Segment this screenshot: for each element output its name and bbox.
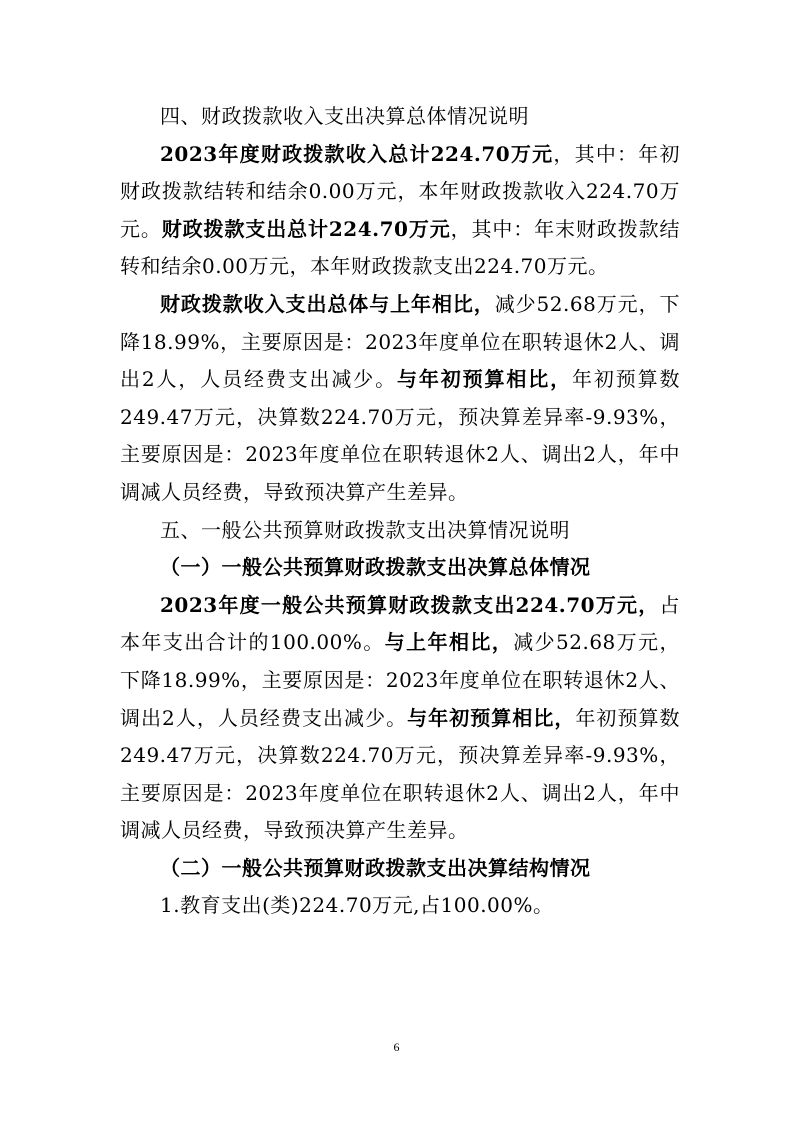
section-4-paragraph-1 [120, 136, 680, 286]
bold-text: 2023年度一般公共预算财政拨款支出224.70万元， [160, 592, 660, 617]
document-body [120, 98, 680, 925]
body-text: 占本年支出合计的100.00%。 [120, 592, 680, 655]
page-number: 6 [393, 1040, 400, 1054]
section-5-paragraph-1 [120, 587, 680, 850]
body-text: 减少52.68万元，下降18.99%，主要原因是：2023年度单位在职转退休2人、调出2人，人员经费支出减少。 [120, 630, 681, 730]
body-text: ，其中：年初财政拨款结转和结余0.00万元，本年财政拨款收入224.70万元。 [120, 141, 681, 241]
section-5-list-item-1: 1.教育支出(类)224.70万元,占100.00%。 [160, 893, 554, 918]
section-5-subheading-1: （一）一般公共预算财政拨款支出决算总体情况 [160, 555, 591, 580]
bold-text: 与年初预算相比， [397, 367, 573, 392]
bold-text: 与年初预算相比， [407, 705, 576, 730]
section-5-heading: 五、一般公共预算财政拨款支出决算情况说明 [160, 517, 570, 542]
body-text: 年初预算数249.47万元，决算数224.70万元，预决算差异率-9.93%，主要原因是：2023年度单位在职转退休2人、调出2人，年中调减人员经费，导致预决算产生差异。 [120, 367, 680, 504]
bold-text: 2023年度财政拨款收入总计224.70万元 [160, 141, 554, 166]
section-4-heading: 四、财政拨款收入支出决算总体情况说明 [160, 104, 529, 128]
body-text: 年初预算数249.47万元，决算数224.70万元，预决算差异率-9.93%，主要原因是：2023年度单位在职转退休2人、调出2人，年中调减人员经费，导致预决算产生差异。 [120, 705, 681, 843]
section-5-subheading-2: （二）一般公共预算财政拨款支出决算结构情况 [160, 855, 591, 880]
section-4-paragraph-2 [120, 286, 680, 512]
body-text: 减少52.68万元，下降18.99%，主要原因是：2023年度单位在职转退休2人、调出2人，人员经费支出减少。 [120, 291, 680, 392]
body-text: ，其中：年末财政拨款结转和结余0.00万元，本年财政拨款支出224.70万元。 [120, 216, 681, 279]
bold-text: 与上年相比， [384, 630, 514, 655]
bold-text: 财政拨款收入支出总体与上年相比， [160, 291, 495, 316]
bold-text: 财政拨款支出总计224.70万元 [161, 216, 451, 241]
